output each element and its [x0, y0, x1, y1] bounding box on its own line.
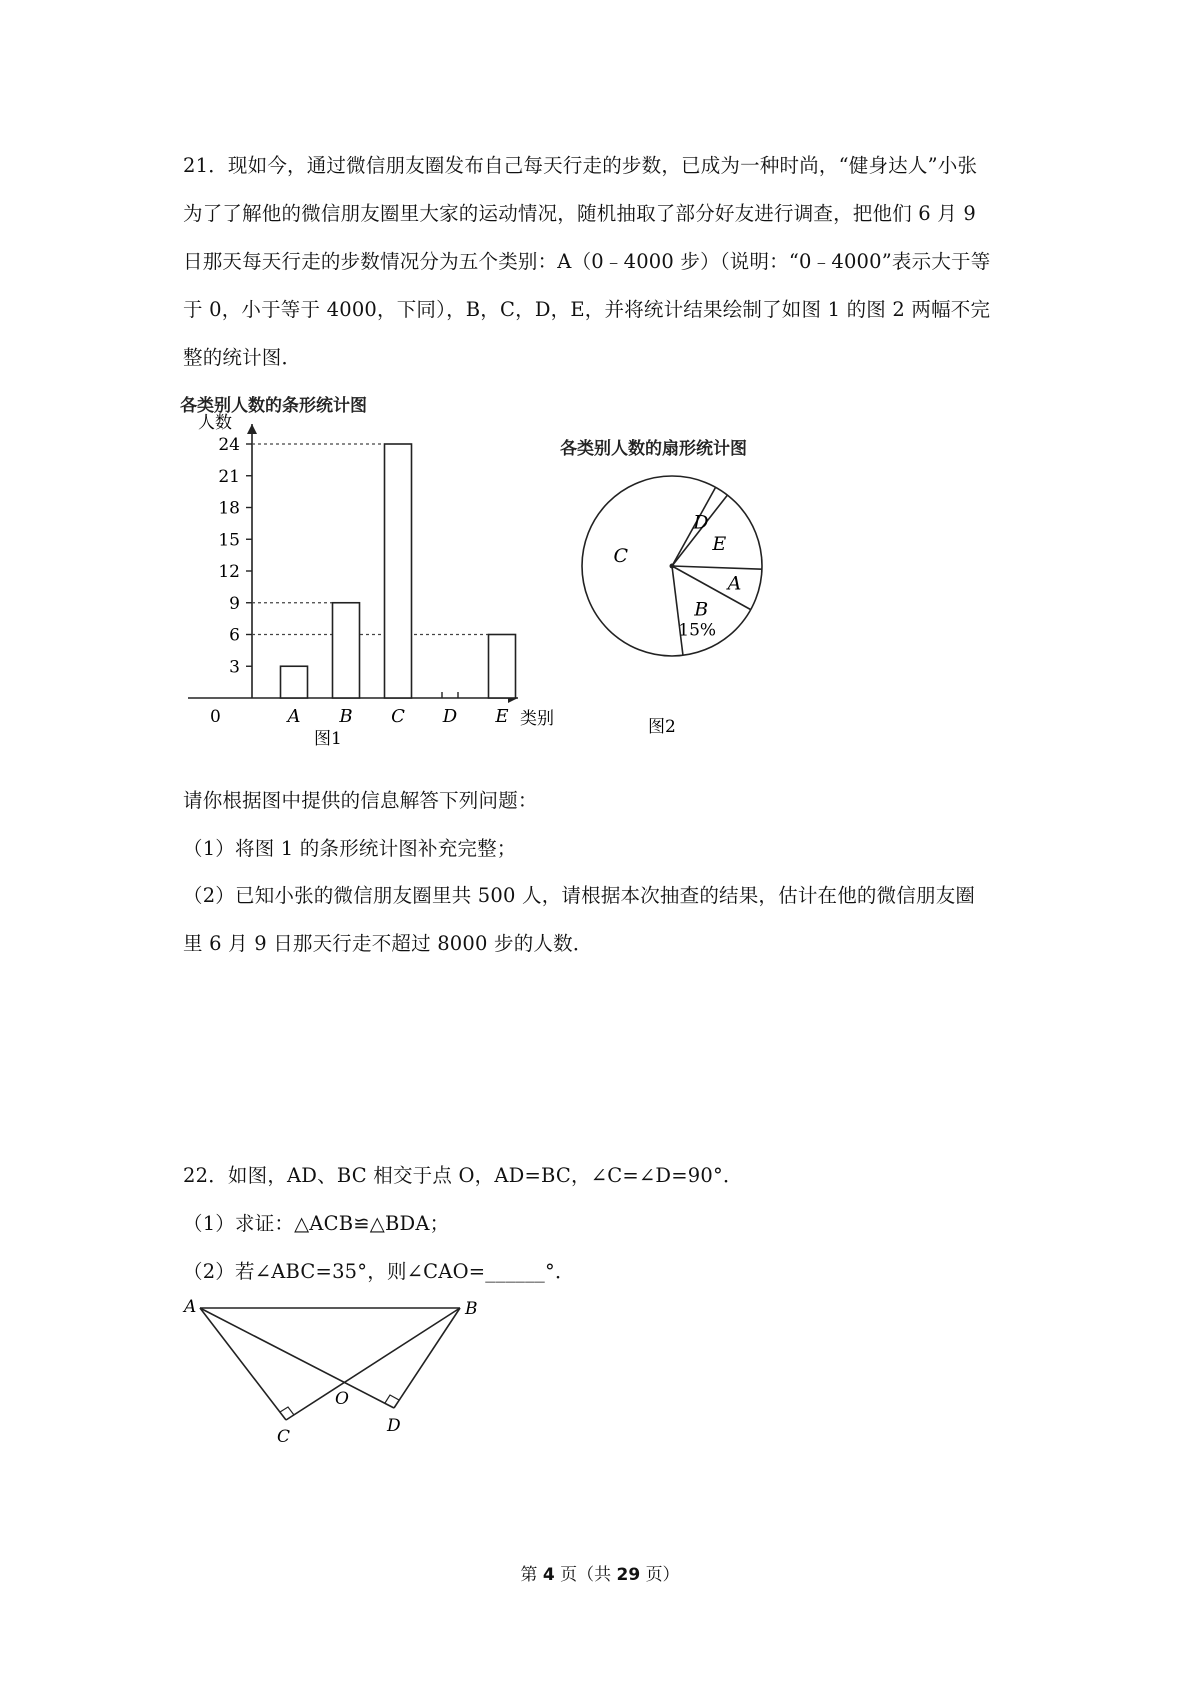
q21-part-1: （1）将图 1 的条形统计图补充完整；	[183, 837, 517, 860]
q21-line-4: 于 0，小于等于 4000，下同），B，C，D，E，并将统计结果绘制了如图 1 的图 2 两幅不完	[183, 298, 991, 321]
q21-prompt: 请你根据图中提供的信息解答下列问题：	[183, 789, 538, 812]
pie-label-a: A	[727, 572, 742, 595]
y-tick-label: 15	[218, 530, 240, 551]
pie-label-c: C	[613, 545, 629, 568]
x-axis-label: 类别	[520, 709, 554, 729]
origin-label: 0	[210, 707, 221, 727]
y-tick-label: 12	[218, 562, 240, 582]
q21-line-5: 整的统计图．	[183, 346, 302, 369]
q22-part-1: （1）求证：△ACB≌△BDA；	[183, 1212, 450, 1235]
footer-suffix: 页）	[645, 1565, 680, 1585]
x-tick-label: A	[287, 706, 301, 727]
pie-label-d: D	[693, 511, 709, 534]
q22-stem: 22．如图，AD、BC 相交于点 O，AD=BC，∠C=∠D=90°．	[183, 1164, 743, 1187]
segment-ac	[200, 1308, 286, 1420]
x-tick-label: C	[391, 706, 405, 727]
q21-part-2-line-1: （2）已知小张的微信朋友圈里共 500 人，请根据本次抽查的结果，估计在他的微信朋友圈	[183, 884, 976, 907]
y-tick-label: 21	[218, 466, 240, 487]
figure-caption-1: 图1	[314, 729, 342, 749]
pie-center	[670, 564, 675, 569]
point-label-o: O	[335, 1389, 349, 1409]
bar-c	[385, 444, 412, 698]
q21-line-3: 日那天每天行走的步数情况分为五个类别：A（0﹣4000 步）（说明：“0﹣4000”表示大于等	[183, 250, 991, 273]
pie-label-b: B	[694, 598, 709, 621]
point-label-b: B	[465, 1299, 478, 1319]
figure-caption-2: 图2	[648, 717, 676, 737]
x-tick-label: D	[442, 706, 458, 727]
y-axis-label: 人数	[198, 413, 232, 433]
footer-page-number: 4	[542, 1565, 555, 1585]
y-tick-label: 6	[229, 625, 240, 646]
point-label-c: C	[277, 1427, 291, 1446]
page-footer	[0, 1560, 1200, 1585]
y-tick-label: 9	[229, 593, 240, 614]
y-tick-label: 24	[218, 435, 240, 455]
point-label-d: D	[387, 1416, 401, 1436]
footer-middle: 页（共	[560, 1565, 612, 1585]
bar-chart-title: 各类别人数的条形统计图	[180, 396, 367, 416]
y-tick-label: 18	[218, 498, 240, 519]
y-axis-arrow	[247, 424, 257, 434]
footer-total-pages: 29	[616, 1565, 641, 1585]
q22-part-2: （2）若∠ABC=35°，则∠CAO=______°．	[183, 1260, 575, 1283]
pie-chart	[578, 468, 818, 748]
q21-part-2-line-2: 里 6 月 9 日那天行走不超过 8000 步的人数．	[183, 932, 593, 955]
bar-e	[489, 635, 516, 699]
bar-b	[333, 603, 360, 698]
pie-annotation-b: 15%	[678, 620, 717, 641]
segment-cb	[286, 1308, 460, 1420]
x-tick-label: B	[339, 706, 353, 727]
geometry-figure	[180, 1296, 490, 1446]
q21-line-1: 21．现如今，通过微信朋友圈发布自己每天行走的步数，已成为一种时尚，“健身达人”小张	[183, 154, 978, 177]
segment-ad	[200, 1308, 394, 1408]
x-tick-label: E	[495, 706, 509, 727]
point-label-a: A	[184, 1297, 197, 1317]
segment-db	[394, 1308, 460, 1408]
bar-chart	[178, 410, 598, 750]
right-angle-mark-d	[385, 1395, 399, 1403]
bar-a	[281, 666, 308, 698]
footer-prefix: 第	[520, 1565, 538, 1585]
q21-line-2: 为了了解他的微信朋友圈里大家的运动情况，随机抽取了部分好友进行调查，把他们 6 月 9	[183, 202, 977, 225]
pie-chart-title: 各类别人数的扇形统计图	[560, 439, 747, 459]
pie-label-e: E	[712, 532, 727, 555]
y-tick-label: 3	[229, 657, 240, 678]
